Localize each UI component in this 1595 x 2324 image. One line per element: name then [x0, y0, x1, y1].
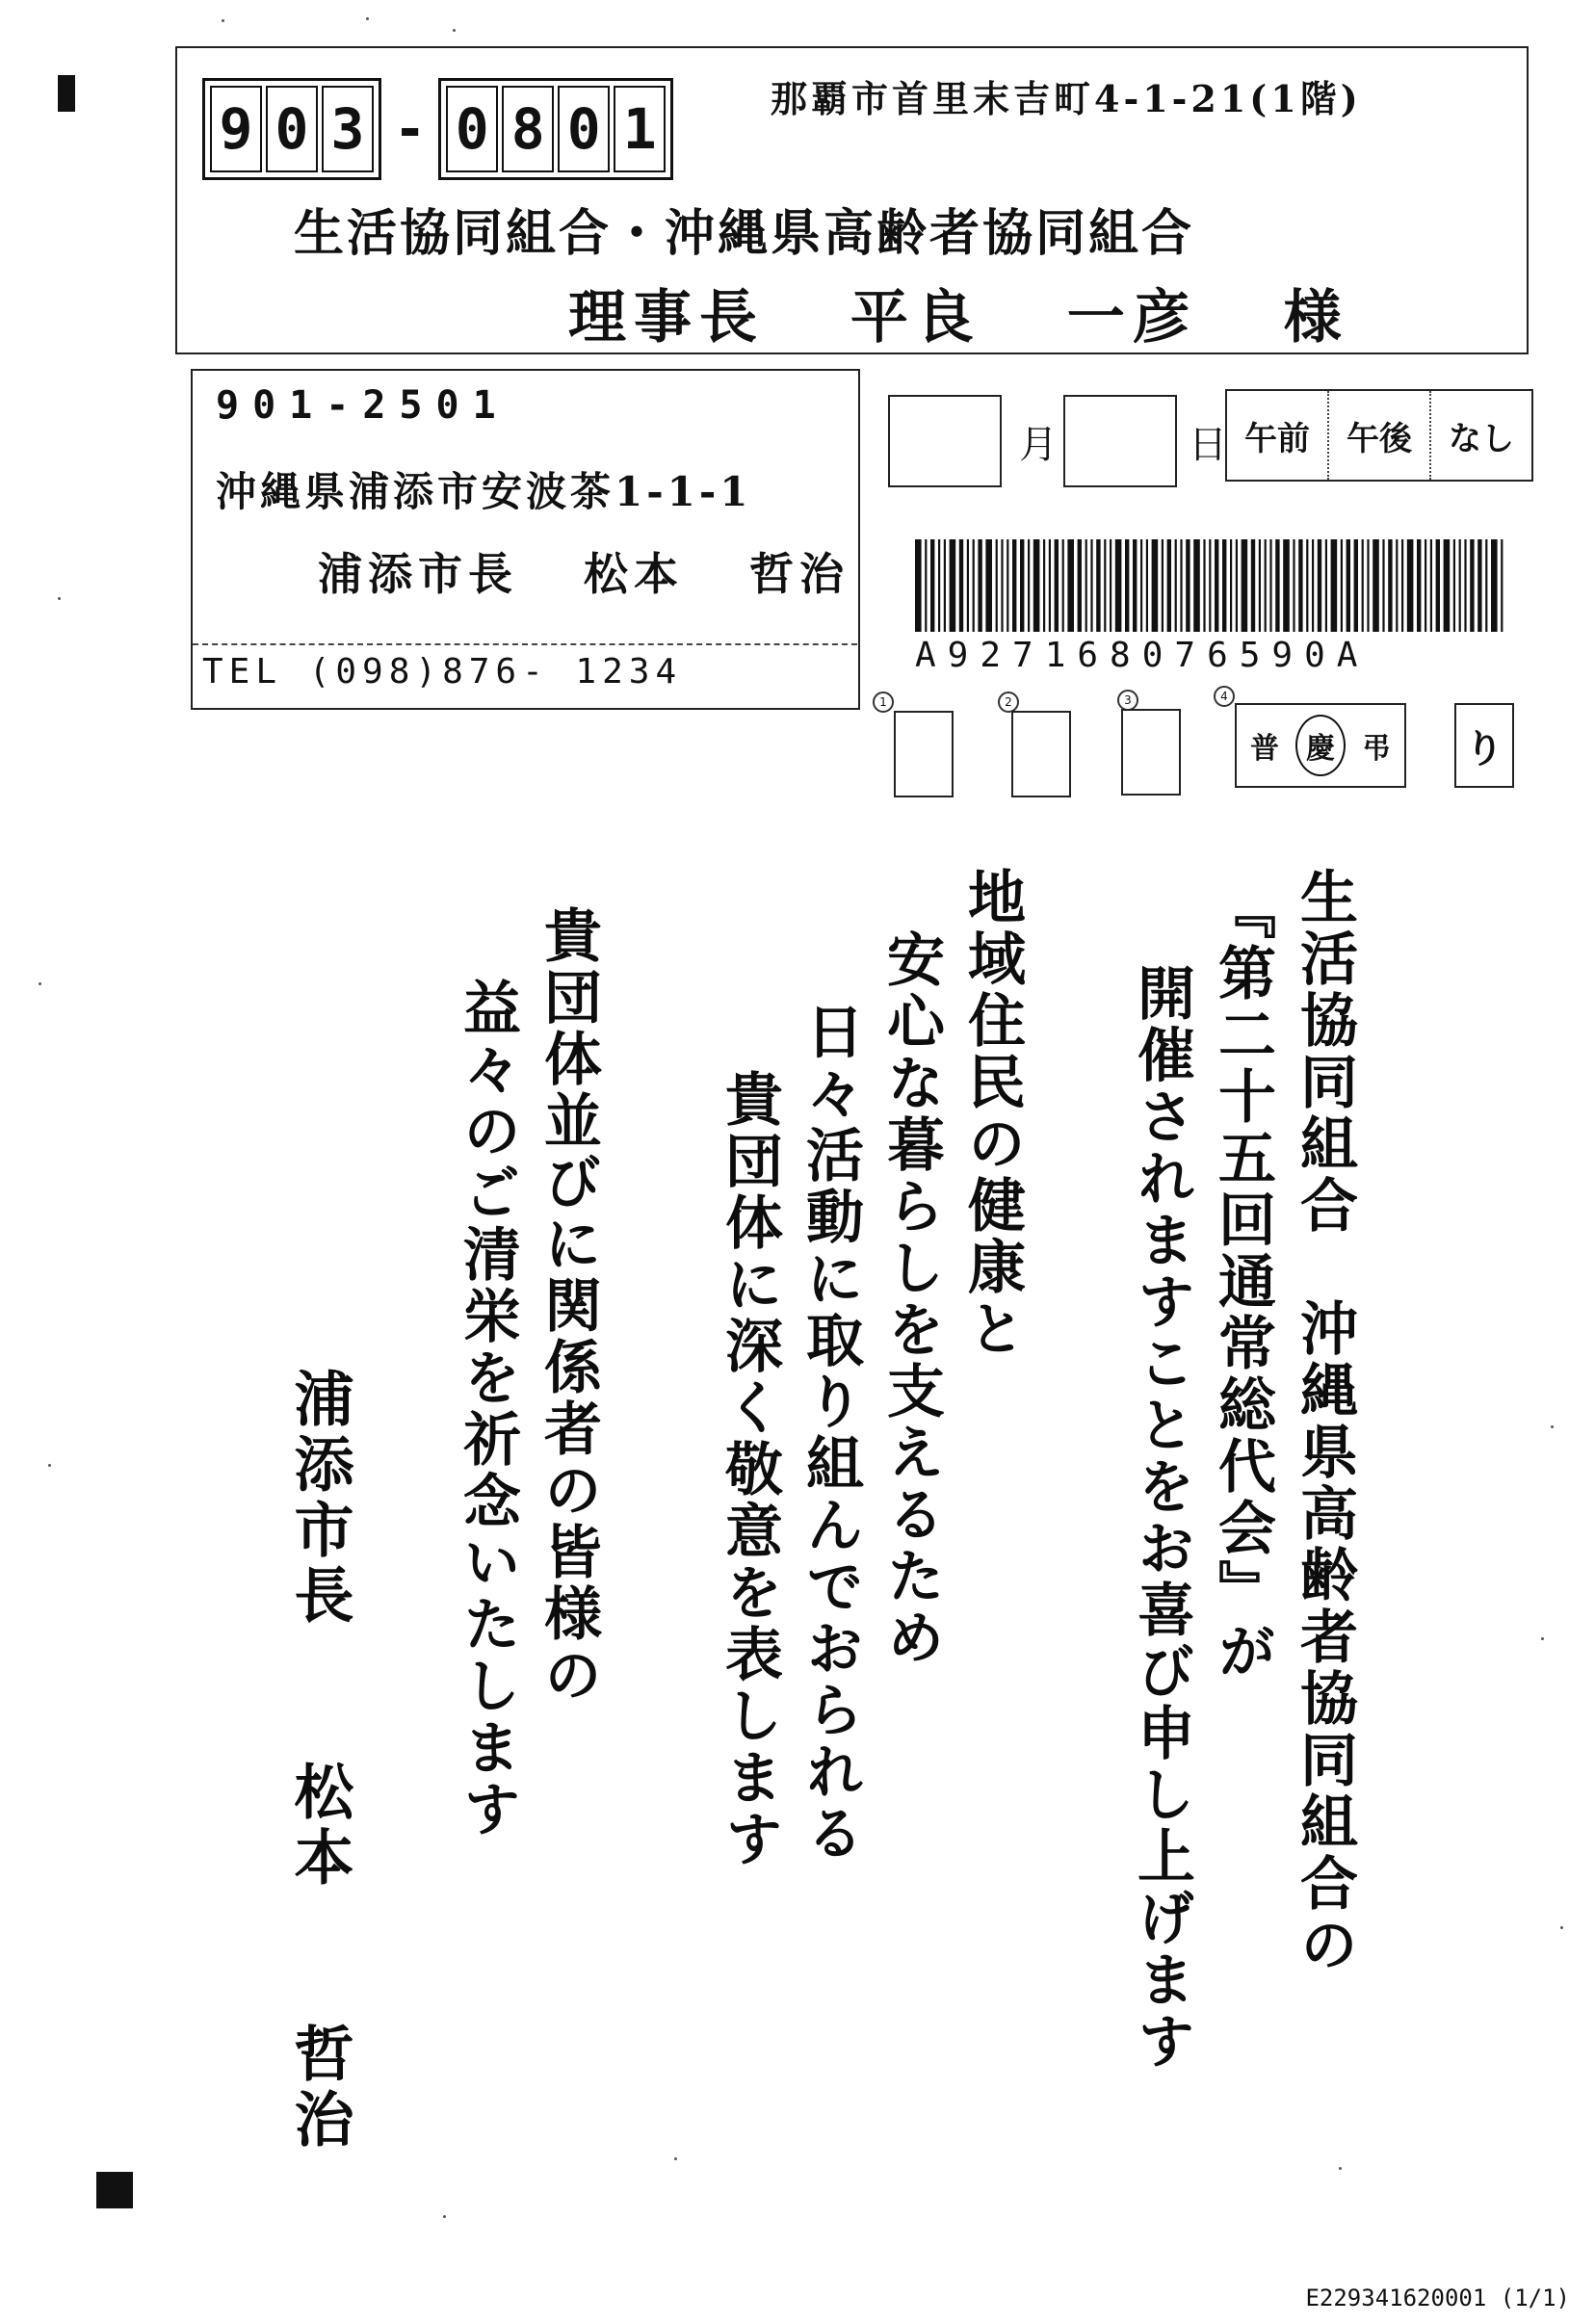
registration-mark-top — [58, 75, 75, 112]
barcode-bar — [1203, 539, 1205, 632]
slot-afternoon: 午後 — [1329, 391, 1431, 480]
barcode-bar — [1325, 539, 1327, 632]
extra-box: り — [1454, 703, 1514, 788]
barcode-bar — [1373, 539, 1379, 632]
sender-name: 浦添市長 松本 哲治 — [318, 548, 850, 600]
barcode-bar — [1485, 539, 1487, 632]
barcode — [915, 539, 1512, 632]
zip-digit: 3 — [322, 86, 374, 172]
recipient-name: 理事長 平良 一彦 様 — [568, 284, 1349, 352]
barcode-bar — [1459, 539, 1461, 632]
zip-group-left — [202, 78, 381, 180]
barcode-bar — [1043, 539, 1045, 632]
message-line: 貴団体に深く敬意を表します — [716, 1069, 783, 1870]
scan-dot — [674, 2157, 677, 2160]
day-label: 日 — [1189, 423, 1227, 467]
barcode-bar — [1078, 539, 1082, 632]
barcode-bar — [1354, 539, 1358, 632]
barcode-bar — [1417, 539, 1421, 632]
barcode-bar — [1049, 539, 1051, 632]
registration-mark-bottom — [96, 2172, 133, 2208]
barcode-bar — [1275, 539, 1279, 632]
recipient-organization: 生活協同組合・沖縄県高齢者協同組合 — [294, 204, 1195, 263]
barcode-bar — [1033, 539, 1040, 632]
message-line: 『第二十五回通常総代会』が — [1209, 881, 1276, 1683]
barcode-bar — [1464, 539, 1466, 632]
barcode-bar — [1110, 539, 1111, 632]
barcode-bar — [1152, 539, 1159, 632]
barcode-bar — [1331, 539, 1338, 632]
barcode-bar — [1293, 539, 1294, 632]
delivery-slot-group — [1225, 389, 1533, 482]
barcode-bar — [915, 539, 922, 632]
message-signature: 浦添市長 松本 哲治 — [284, 1368, 354, 2154]
slot-none: なし — [1449, 419, 1514, 458]
barcode-bar — [925, 539, 927, 632]
barcode-bar — [1298, 539, 1302, 632]
barcode-bar — [1209, 539, 1211, 632]
barcode-bar — [1175, 539, 1177, 632]
barcode-bar — [1096, 539, 1100, 632]
barcode-bar — [1222, 539, 1226, 632]
barcode-bar — [985, 539, 992, 632]
barcode-bar — [1388, 539, 1392, 632]
zip-digit: 9 — [210, 86, 262, 172]
stamp-box-1 — [894, 711, 954, 797]
scan-dot — [1541, 1637, 1544, 1640]
barcode-bar — [1436, 539, 1440, 632]
barcode-bar — [1055, 539, 1059, 632]
barcode-bar — [1501, 539, 1503, 632]
barcode-bar — [959, 539, 963, 632]
barcode-bar — [1306, 539, 1308, 632]
barcode-bar — [967, 539, 969, 632]
scan-dot — [58, 597, 61, 600]
message-line: 開催されますことをお喜び申し上げます — [1128, 963, 1195, 2073]
sender-divider — [193, 643, 857, 645]
scan-dot — [1551, 1425, 1554, 1428]
barcode-bar — [1140, 539, 1142, 632]
barcode-bar — [1382, 539, 1384, 632]
zip-digit: 1 — [614, 86, 666, 172]
zip-dash: - — [399, 97, 422, 161]
barcode-bar — [1312, 539, 1314, 632]
barcode-bar — [996, 539, 998, 632]
message-line: 生活協同組合 沖縄県高齢者協同組合の — [1291, 867, 1358, 1976]
barcode-bar — [1167, 539, 1171, 632]
stamp-box-2 — [1011, 711, 1071, 797]
scan-dot — [222, 19, 224, 22]
barcode-bar — [1020, 539, 1024, 632]
barcode-bar — [1162, 539, 1164, 632]
message-line: 益々のご清栄を祈念いたします — [454, 978, 521, 1841]
barcode-bar — [930, 539, 934, 632]
box-number: 3 — [1117, 690, 1138, 711]
barcode-bar — [1470, 539, 1474, 632]
barcode-bar — [1283, 539, 1290, 632]
barcode-bar — [1425, 539, 1426, 632]
box-number: 2 — [998, 692, 1019, 713]
stamp-box-3 — [1121, 709, 1181, 796]
recipient-zip — [202, 77, 673, 181]
barcode-bar — [944, 539, 946, 632]
barcode-bar — [1230, 539, 1232, 632]
barcode-bar — [1251, 539, 1255, 632]
barcode-bar — [1367, 539, 1369, 632]
barcode-bar — [1193, 539, 1200, 632]
service-type-celebration: 慶 — [1293, 705, 1348, 786]
barcode-bar — [938, 539, 940, 632]
day-box — [1063, 395, 1177, 487]
barcode-bar — [1007, 539, 1008, 632]
barcode-bar — [1115, 539, 1122, 632]
barcode-bar — [1125, 539, 1129, 632]
sender-address: 沖縄県浦添市安波茶1-1-1 — [216, 468, 752, 515]
message-line: 貴団体並びに関係者の皆様の — [535, 905, 602, 1707]
zip-digit: 0 — [266, 86, 318, 172]
zip-digit: 0 — [558, 86, 610, 172]
scan-dot — [453, 29, 456, 32]
barcode-bar — [1341, 539, 1343, 632]
barcode-bar — [1012, 539, 1016, 632]
barcode-bar — [1028, 539, 1030, 632]
barcode-bar — [1180, 539, 1182, 632]
scan-dot — [1560, 1926, 1563, 1929]
sender-zip: 901-2501 — [216, 383, 510, 428]
barcode-bar — [950, 539, 956, 632]
barcode-bar — [1430, 539, 1432, 632]
barcode-bar — [1242, 539, 1248, 632]
barcode-bar — [1265, 539, 1267, 632]
scan-dot — [443, 2215, 446, 2218]
barcode-bar — [973, 539, 975, 632]
scan-dot — [48, 1464, 51, 1467]
zip-digit: 0 — [446, 86, 498, 172]
message-line: 地域住民の健康と — [958, 867, 1026, 1360]
scan-dot — [366, 17, 369, 20]
barcode-bar — [1186, 539, 1190, 632]
barcode-bar — [1396, 539, 1398, 632]
barcode-bar — [1491, 539, 1498, 632]
barcode-bar — [1215, 539, 1218, 632]
scan-dot — [1339, 2167, 1342, 2170]
recipient-address: 那覇市首里末吉町4-1-21(1階) — [771, 77, 1362, 120]
barcode-bar — [1236, 539, 1238, 632]
service-type-condolence: 弔 — [1362, 732, 1391, 766]
box-number: 1 — [873, 692, 894, 713]
barcode-text: A927168076590A — [915, 636, 1370, 675]
barcode-bar — [1477, 539, 1481, 632]
footer-id: E229341620001 (1/1) — [1305, 2285, 1570, 2311]
barcode-bar — [1259, 539, 1261, 632]
message-line: 安心な暮らしを支えるため — [877, 929, 945, 1669]
service-type-box — [1235, 703, 1406, 788]
barcode-bar — [1318, 539, 1321, 632]
zip-digit: 8 — [502, 86, 554, 172]
service-type-regular: 普 — [1250, 732, 1279, 766]
barcode-bar — [1444, 539, 1451, 632]
barcode-bar — [1407, 539, 1414, 632]
zip-group-right — [438, 78, 673, 180]
barcode-bar — [1401, 539, 1403, 632]
barcode-bar — [1001, 539, 1003, 632]
message-line: 日々活動に取り組んでおられる — [797, 1002, 864, 1865]
barcode-bar — [1085, 539, 1087, 632]
sender-tel: TEL (098)876- 1234 — [202, 652, 683, 692]
box-number: 4 — [1214, 686, 1235, 707]
barcode-bar — [1453, 539, 1455, 632]
month-label: 月 — [1019, 423, 1058, 467]
barcode-bar — [1347, 539, 1350, 632]
scan-dot — [39, 982, 41, 985]
month-box — [888, 395, 1002, 487]
barcode-bar — [1269, 539, 1271, 632]
barcode-bar — [1062, 539, 1064, 632]
slot-morning: 午前 — [1227, 391, 1329, 480]
barcode-bar — [1104, 539, 1106, 632]
barcode-bar — [1133, 539, 1137, 632]
barcode-bar — [1090, 539, 1092, 632]
barcode-bar — [1067, 539, 1074, 632]
barcode-bar — [1146, 539, 1148, 632]
barcode-bar — [978, 539, 981, 632]
barcode-bar — [1362, 539, 1364, 632]
